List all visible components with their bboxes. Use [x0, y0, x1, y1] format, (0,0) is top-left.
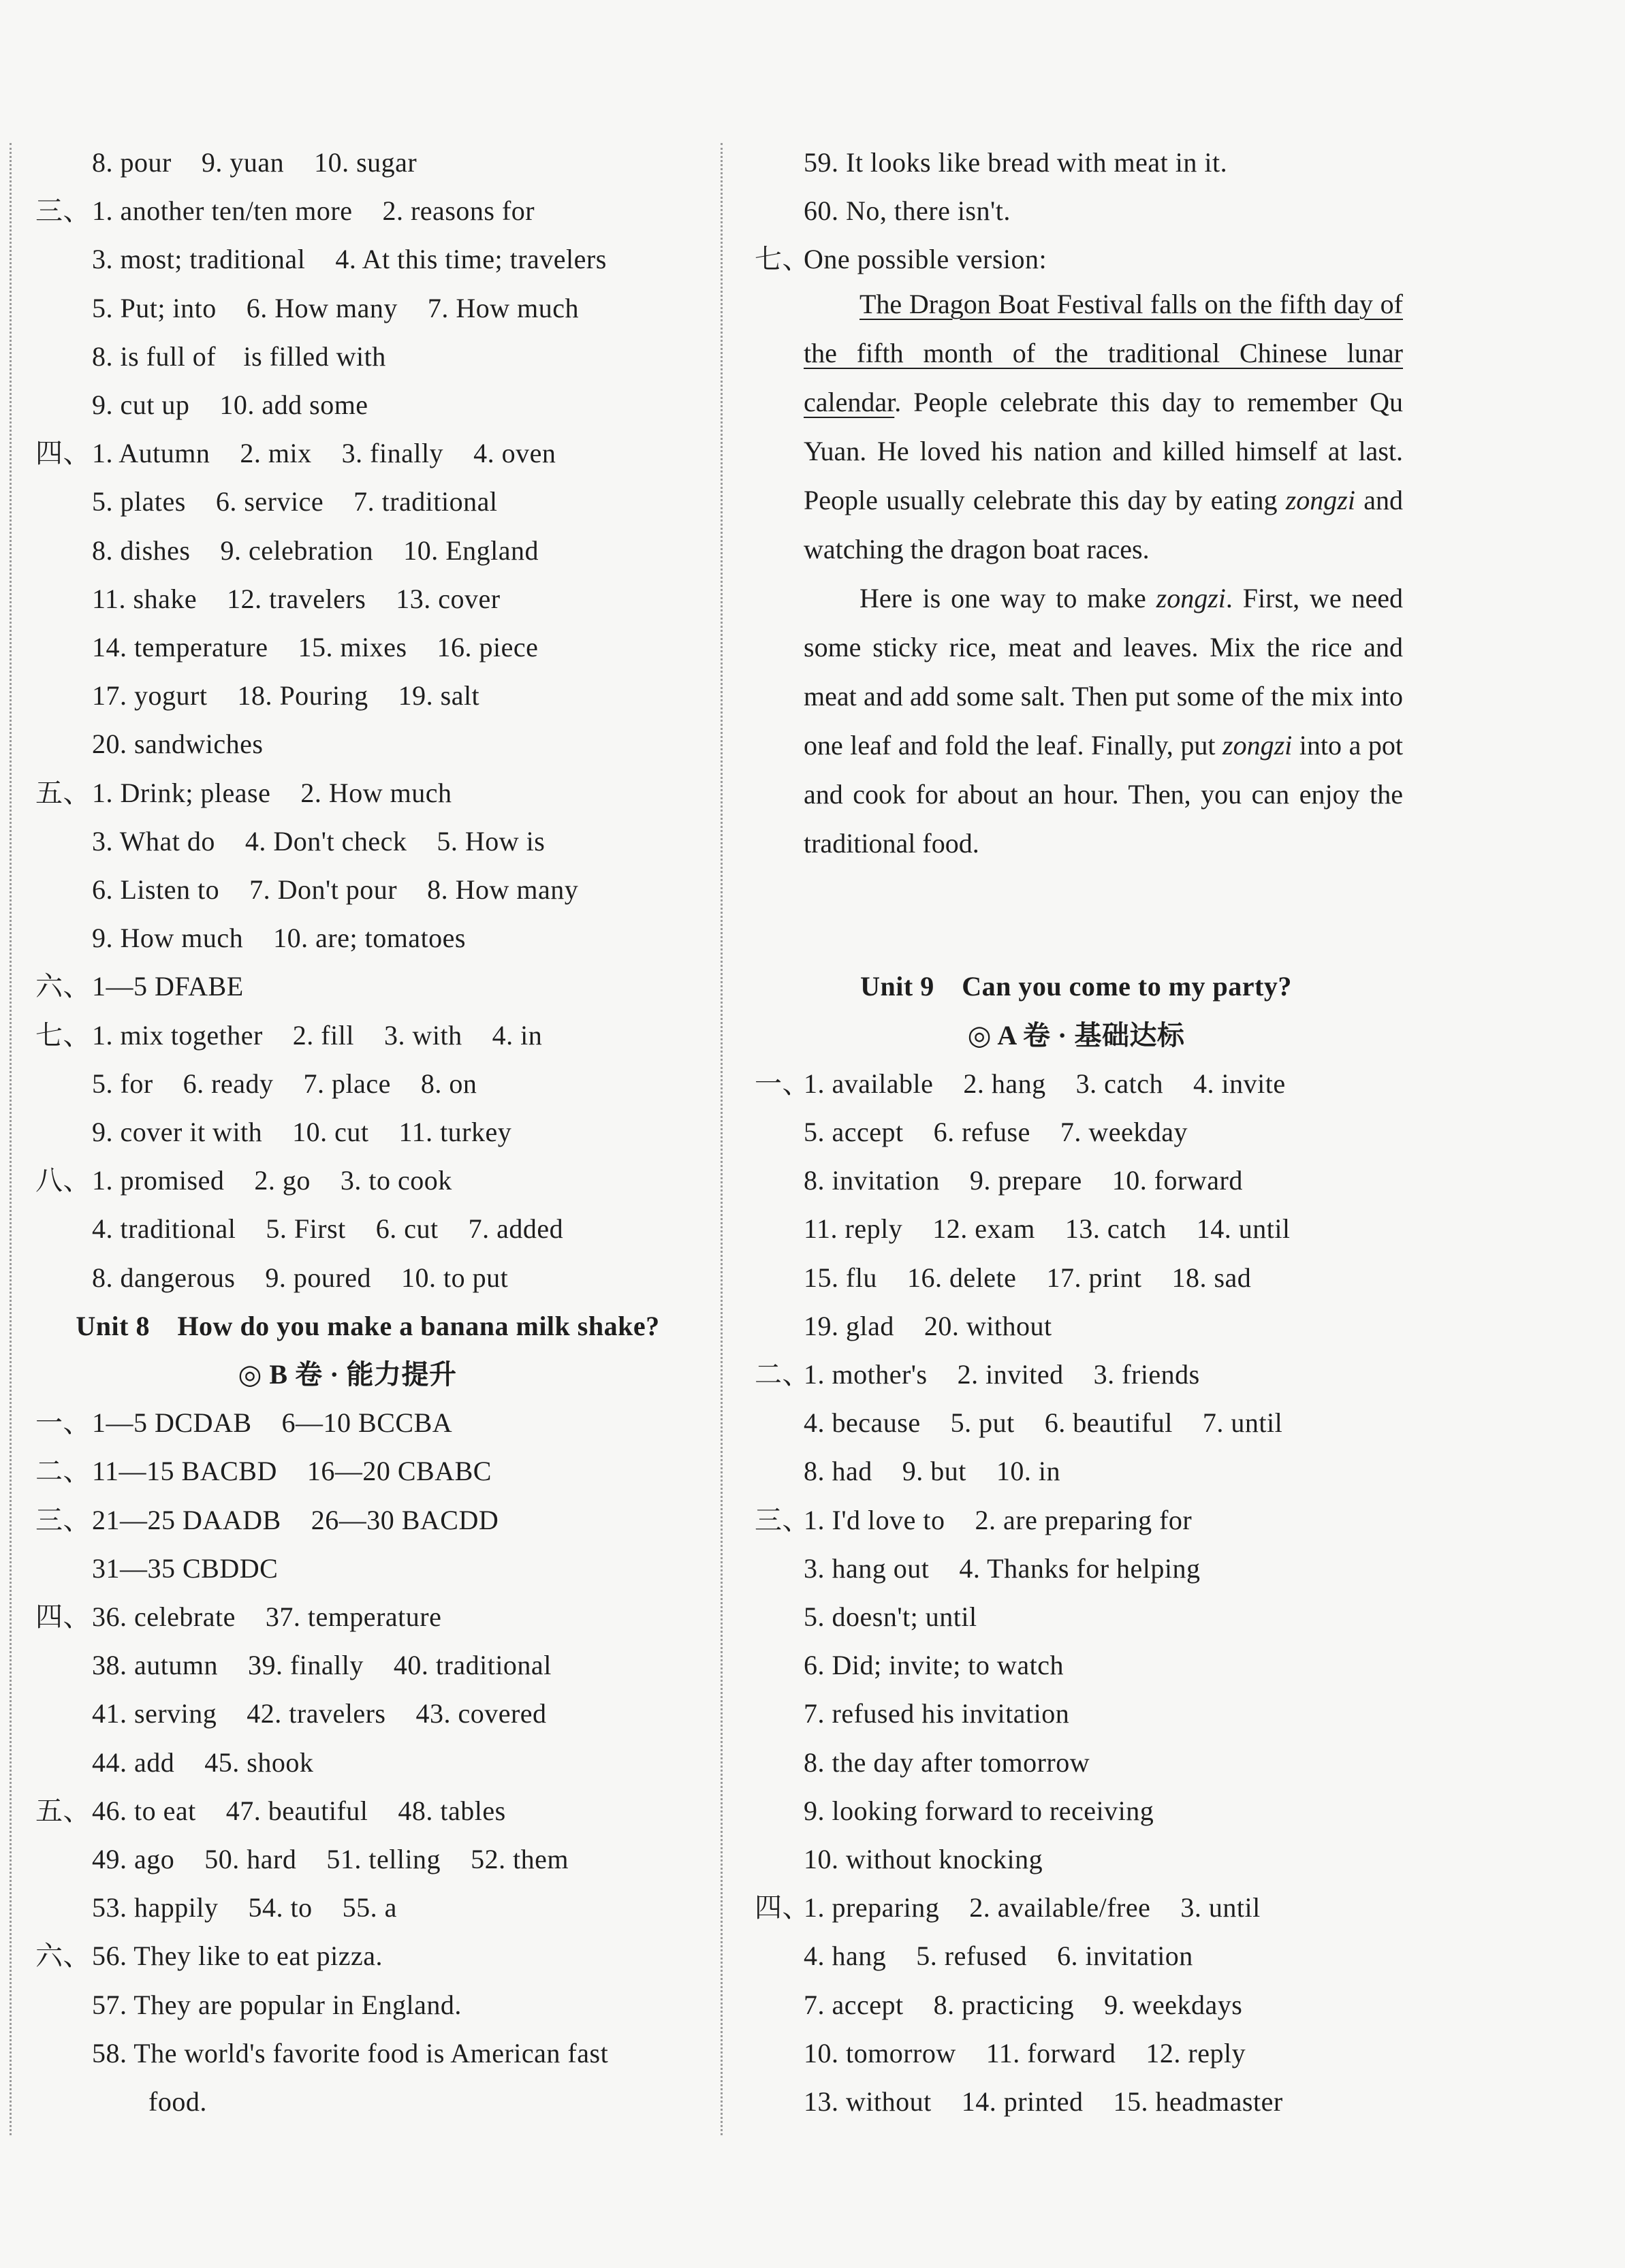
answer-item: 9. celebration: [220, 535, 374, 566]
answer-item: 57. They are popular in England.: [92, 1990, 462, 2020]
answer-item: 12. exam: [932, 1213, 1035, 1244]
answer-item: 3. most; traditional: [92, 244, 306, 274]
section-answer-line: [0, 1593, 715, 1642]
answer-item: 41. serving: [92, 1698, 217, 1729]
answer-item: 15. headmaster: [1113, 2086, 1283, 2117]
answer-item: 1. promised: [92, 1165, 225, 1196]
section-answer-line: [749, 235, 1430, 284]
answer-item: 6. ready: [183, 1068, 274, 1099]
answer-line: [0, 526, 715, 575]
section-answer-line: [749, 1883, 1430, 1932]
answer-item: 16. delete: [906, 1262, 1017, 1293]
essay-paragraph-1: [804, 280, 1403, 574]
answer-item: 4. Don't check: [244, 826, 407, 857]
answer-item: 5. plates: [92, 486, 186, 517]
answer-item: 6. Listen to: [92, 874, 220, 905]
answer-item: 1. I'd love to: [804, 1505, 945, 1535]
answer-item: 10. without knocking: [804, 1844, 1043, 1874]
section-number: 三、: [35, 195, 91, 226]
answer-item: 4. Thanks for helping: [959, 1553, 1201, 1584]
answer-item: 5. put: [950, 1407, 1015, 1438]
answer-item: 6. cut: [375, 1213, 439, 1244]
answer-item: 4. traditional: [92, 1213, 236, 1244]
answer-item: 2. are preparing for: [975, 1505, 1193, 1535]
answer-line: [0, 1883, 715, 1932]
answer-item: 37. temperature: [265, 1601, 442, 1632]
answer-line: [749, 1447, 1430, 1496]
answer-line: [0, 381, 715, 430]
answer-item: 58. The world's favorite food is American fast: [92, 2038, 609, 2069]
answer-item: 9. prepare: [969, 1165, 1082, 1196]
essay-text: . People celebrate this day to remember Qu Yuan. He loved his nation and killed himself at last. People usually celebrate this day by eating: [804, 387, 1403, 515]
answer-item: 10. England: [403, 535, 539, 566]
answer-item: 42. travelers: [247, 1698, 386, 1729]
answer-item: 16. piece: [437, 632, 539, 662]
answer-line: [749, 2077, 1430, 2126]
answer-item: 11. reply: [804, 1213, 903, 1244]
answer-line: [749, 1689, 1430, 1738]
answer-item: 15. flu: [804, 1262, 877, 1293]
answer-item: 5. accept: [804, 1117, 904, 1147]
answer-item: 4. At this time; travelers: [335, 244, 607, 274]
answer-item: 10. add some: [219, 389, 368, 420]
answer-line: [0, 671, 715, 720]
answer-item: 7. until: [1202, 1407, 1283, 1438]
answer-item: 8. is full of is filled with: [92, 341, 386, 372]
answer-item: 17. yogurt: [92, 680, 208, 711]
answer-item: 8. dangerous: [92, 1262, 236, 1293]
answer-item: 8. the day after tomorrow: [804, 1747, 1090, 1778]
answer-item: 9. looking forward to receiving: [804, 1795, 1154, 1826]
answer-item: 5. for: [92, 1068, 153, 1099]
section-number: 七、: [35, 1020, 91, 1051]
section-answer-line: [749, 1350, 1430, 1399]
answer-item: 47. beautiful: [225, 1795, 368, 1826]
answer-item: 6. service: [215, 486, 324, 517]
answer-item: 12. travelers: [227, 584, 366, 614]
answer-item: 2. reasons for: [382, 195, 535, 226]
answer-item: 40. traditional: [393, 1650, 552, 1680]
answer-item: 5. refused: [916, 1940, 1027, 1971]
answer-item: 3. until: [1180, 1892, 1261, 1923]
answer-line: [749, 1738, 1430, 1787]
answer-line: [0, 1738, 715, 1787]
answer-item: 19. glad: [804, 1311, 894, 1341]
answer-item: 3. finally: [341, 438, 444, 468]
section-answer-line: [0, 1932, 715, 1981]
essay-underlined-sentence: The Dragon Boat Festival falls on the fifth day of the fifth month of the traditional Chinese lunar calendar: [804, 289, 1403, 417]
answer-item: 1. mother's: [804, 1359, 928, 1390]
answer-line: [0, 1835, 715, 1884]
answer-line: [749, 1302, 1430, 1351]
answer-line: [0, 914, 715, 963]
answer-line: [749, 1641, 1430, 1690]
answer-item: 3. to cook: [340, 1165, 452, 1196]
answer-line: [0, 1204, 715, 1253]
answer-item: 18. sad: [1171, 1262, 1252, 1293]
answer-item: 4. oven: [473, 438, 556, 468]
answer-line: [749, 1204, 1430, 1253]
answer-line: [749, 138, 1430, 187]
answer-line: [0, 2029, 715, 2078]
unit-8-heading: Unit 8 How do you make a banana milk shake?: [76, 1311, 660, 1341]
answer-item: 4. hang: [804, 1940, 887, 1971]
essay-text: into a pot and cook for about an hour. Then, you can enjoy the traditional food.: [804, 730, 1404, 859]
answer-item: 45. shook: [204, 1747, 314, 1778]
answer-item: 52. them: [471, 1844, 569, 1874]
answer-item: 8. invitation: [804, 1165, 940, 1196]
answer-line: [0, 865, 715, 914]
answer-item: 53. happily: [92, 1892, 219, 1923]
answer-line: [749, 1108, 1430, 1157]
answer-item: 14. until: [1196, 1213, 1291, 1244]
answer-line: [0, 720, 715, 769]
answer-item: 19. salt: [398, 680, 480, 711]
answer-item: 6—10 BCCBA: [281, 1407, 453, 1438]
section-number: 三、: [755, 1505, 810, 1535]
answer-line: [749, 187, 1430, 236]
answer-item: 10. tomorrow: [804, 2038, 956, 2069]
section-answer-line: [0, 1447, 715, 1496]
section-number: 四、: [35, 1601, 91, 1632]
answer-item: 6. refuse: [933, 1117, 1030, 1147]
answer-item: 3. catch: [1075, 1068, 1163, 1099]
answer-item: 4. in: [492, 1020, 543, 1051]
section-number: 七、: [755, 244, 810, 274]
answer-item: 6. invitation: [1056, 1940, 1193, 1971]
model-essay: [804, 280, 1403, 868]
answer-line: [749, 1787, 1430, 1836]
answer-item: 1. available: [804, 1068, 934, 1099]
answer-line: [0, 1689, 715, 1738]
answer-item: 10. to put: [400, 1262, 509, 1293]
answer-item: 7. accept: [804, 1990, 904, 2020]
answer-item: 5. Put; into: [92, 293, 217, 323]
answer-item: 3. What do: [92, 826, 215, 857]
section-answer-line: [0, 962, 715, 1011]
section-number: 六、: [35, 971, 91, 1002]
answer-item: One possible version:: [804, 244, 1047, 274]
answer-item: 2. mix: [240, 438, 312, 468]
answer-item: 38. autumn: [92, 1650, 218, 1680]
answer-item: 13. cover: [396, 584, 501, 614]
answer-line: [749, 2029, 1430, 2078]
answer-item: 51. telling: [326, 1844, 441, 1874]
answer-item: 49. ago: [92, 1844, 175, 1874]
essay-italic-word: zongzi: [1156, 583, 1226, 613]
answer-item: 10. in: [996, 1456, 1061, 1486]
section-number: 五、: [35, 1795, 91, 1826]
answer-item: 18. Pouring: [237, 680, 368, 711]
section-number: 四、: [755, 1892, 810, 1923]
answer-item: 1. another ten/ten more: [92, 195, 353, 226]
answer-item: 6. beautiful: [1044, 1407, 1173, 1438]
answer-item: 39. finally: [247, 1650, 364, 1680]
section-number: 五、: [35, 778, 91, 808]
answer-item: 48. tables: [398, 1795, 506, 1826]
answer-item: 4. because: [804, 1407, 921, 1438]
essay-italic-word: zongzi: [1285, 485, 1355, 515]
answer-item: 1. preparing: [804, 1892, 940, 1923]
answer-item: 50. hard: [204, 1844, 297, 1874]
answer-line: [0, 138, 715, 187]
answer-item: 9. weekdays: [1104, 1990, 1243, 2020]
section-answer-line: [0, 1496, 715, 1545]
answer-item: 7. How much: [427, 293, 579, 323]
answer-item: 2. available/free: [969, 1892, 1151, 1923]
answer-item: 5. How is: [437, 826, 546, 857]
answer-line: [0, 1981, 715, 2030]
answer-item: 7. added: [468, 1213, 564, 1244]
section-answer-line: [749, 1496, 1430, 1545]
answer-item: 14. temperature: [92, 632, 268, 662]
essay-text: . First, we need some sticky rice, meat and leaves. Mix the rice and meat and add some salt. Then put some of the mix into one leaf and fold the leaf. Finally, put: [804, 583, 1403, 761]
section-number: 二、: [35, 1456, 91, 1486]
answer-item: 7. traditional: [353, 486, 498, 517]
answer-item: 2. fill: [292, 1020, 354, 1051]
answer-item: 9. How much: [92, 923, 244, 953]
section-answer-line: [0, 187, 715, 236]
answer-item: 2. How much: [300, 778, 452, 808]
unit-9-heading: Unit 9 Can you come to my party?: [860, 971, 1292, 1002]
answer-item: 20. without: [924, 1311, 1052, 1341]
answer-item: 46. to eat: [92, 1795, 196, 1826]
answer-line: [0, 1059, 715, 1108]
answer-item: 12. reply: [1146, 2038, 1246, 2069]
answer-line: [749, 1253, 1430, 1303]
answer-item: 3. with: [383, 1020, 462, 1051]
answer-item: food.: [148, 2086, 207, 2117]
answer-line: [0, 623, 715, 672]
section-answer-line: [0, 1399, 715, 1448]
answer-line: [0, 817, 715, 866]
section-answer-line: [0, 1787, 715, 1836]
answer-item: 11. forward: [985, 2038, 1116, 2069]
answer-line: [749, 1544, 1430, 1593]
answer-item: 17. print: [1046, 1262, 1142, 1293]
answer-item: 10. are; tomatoes: [273, 923, 466, 953]
answer-item: 2. invited: [957, 1359, 1064, 1390]
answer-item: 5. doesn't; until: [804, 1601, 977, 1632]
answer-item: 7. Don't pour: [249, 874, 398, 905]
answer-item: 16—20 CBABC: [306, 1456, 492, 1486]
section-number: 四、: [35, 438, 91, 468]
answer-line: [0, 284, 715, 333]
answer-item: 31—35 CBDDC: [92, 1553, 279, 1584]
answer-item: 20. sandwiches: [92, 729, 264, 759]
answer-item: 11. turkey: [398, 1117, 512, 1147]
answer-item: 36. celebrate: [92, 1601, 236, 1632]
answer-item: 21—25 DAADB: [92, 1505, 281, 1535]
answer-item: 13. catch: [1064, 1213, 1167, 1244]
answer-line: [749, 1835, 1430, 1884]
answer-line: [749, 1399, 1430, 1448]
answer-item: 9. yuan: [201, 147, 285, 178]
answer-item: 1—5 DFABE: [92, 971, 244, 1002]
answer-item: 2. hang: [963, 1068, 1046, 1099]
essay-text: and watching the dragon boat races.: [804, 485, 1403, 564]
answer-item: 13. without: [804, 2086, 932, 2117]
answer-item: 15. mixes: [298, 632, 407, 662]
answer-item: 5. First: [266, 1213, 346, 1244]
answer-line: [749, 1156, 1430, 1205]
answer-item: 60. No, there isn't.: [804, 195, 1011, 226]
answer-item: 8. dishes: [92, 535, 191, 566]
answer-item: 3. friends: [1093, 1359, 1200, 1390]
answer-line: [0, 477, 715, 526]
answer-item: 9. cover it with: [92, 1117, 263, 1147]
section-number: 一、: [35, 1407, 91, 1438]
section-answer-line: [0, 429, 715, 478]
answer-line: [0, 1253, 715, 1303]
answer-item: 4. invite: [1193, 1068, 1286, 1099]
section-a-heading: ◎ A 卷 · 基础达标: [967, 1020, 1185, 1051]
answer-item: 59. It looks like bread with meat in it.: [804, 147, 1228, 178]
section-number: 一、: [755, 1068, 810, 1099]
answer-line: [0, 1544, 715, 1593]
answer-item: 9. poured: [265, 1262, 371, 1293]
answer-line: [0, 575, 715, 624]
answer-line: [749, 1932, 1430, 1981]
answer-item: 6. How many: [246, 293, 398, 323]
section-answer-line: [749, 1059, 1430, 1108]
answer-item: 3. hang out: [804, 1553, 930, 1584]
answer-item: 1. Autumn: [92, 438, 210, 468]
column-divider: [721, 143, 723, 2135]
answer-item: 1. mix together: [92, 1020, 263, 1051]
essay-italic-word: zongzi: [1222, 730, 1293, 761]
answer-item: 9. cut up: [92, 389, 190, 420]
answer-line: [0, 235, 715, 284]
answer-item: 43. covered: [415, 1698, 547, 1729]
answer-line: [749, 1981, 1430, 2030]
answer-item: 10. sugar: [314, 147, 417, 178]
answer-item: 54. to: [248, 1892, 313, 1923]
answer-line: [749, 1593, 1430, 1642]
answer-item: 7. weekday: [1060, 1117, 1188, 1147]
answer-item: 2. go: [254, 1165, 311, 1196]
answer-item: 1. Drink; please: [92, 778, 271, 808]
answer-item: 56. They like to eat pizza.: [92, 1940, 383, 1971]
answer-item: 8. had: [804, 1456, 872, 1486]
section-b-heading: ◎ B 卷 · 能力提升: [238, 1359, 457, 1390]
section-number: 六、: [35, 1940, 91, 1971]
answer-item: 6. Did; invite; to watch: [804, 1650, 1064, 1680]
answer-line: [0, 1641, 715, 1690]
answer-item: 11. shake: [92, 584, 198, 614]
section-answer-line: [0, 1011, 715, 1060]
answer-item: 44. add: [92, 1747, 175, 1778]
answer-item: 8. pour: [92, 147, 172, 178]
answer-item: 7. refused his invitation: [804, 1698, 1070, 1729]
answer-item: 11—15 BACBD: [92, 1456, 277, 1486]
section-number: 三、: [35, 1505, 91, 1535]
answer-item: 7. place: [303, 1068, 391, 1099]
answer-item: 10. forward: [1111, 1165, 1243, 1196]
answer-item: 1—5 DCDAB: [92, 1407, 252, 1438]
answer-item: 55. a: [342, 1892, 397, 1923]
answer-line: [0, 1108, 715, 1157]
answer-item: 9. but: [902, 1456, 966, 1486]
answer-item: 14. printed: [961, 2086, 1084, 2117]
answer-item: 26—30 BACDD: [311, 1505, 499, 1535]
answer-item: 10. cut: [292, 1117, 369, 1147]
answer-line: [0, 2077, 715, 2126]
section-answer-line: [0, 1156, 715, 1205]
section-number: 八、: [35, 1165, 91, 1196]
essay-paragraph-2: [804, 574, 1403, 868]
answer-line: [0, 332, 715, 381]
section-answer-line: [0, 769, 715, 818]
answer-item: 8. on: [420, 1068, 477, 1099]
section-number: 二、: [755, 1359, 810, 1390]
answer-item: 8. How many: [427, 874, 579, 905]
answer-item: 8. practicing: [933, 1990, 1075, 2020]
essay-text: Here is one way to make: [859, 583, 1156, 613]
